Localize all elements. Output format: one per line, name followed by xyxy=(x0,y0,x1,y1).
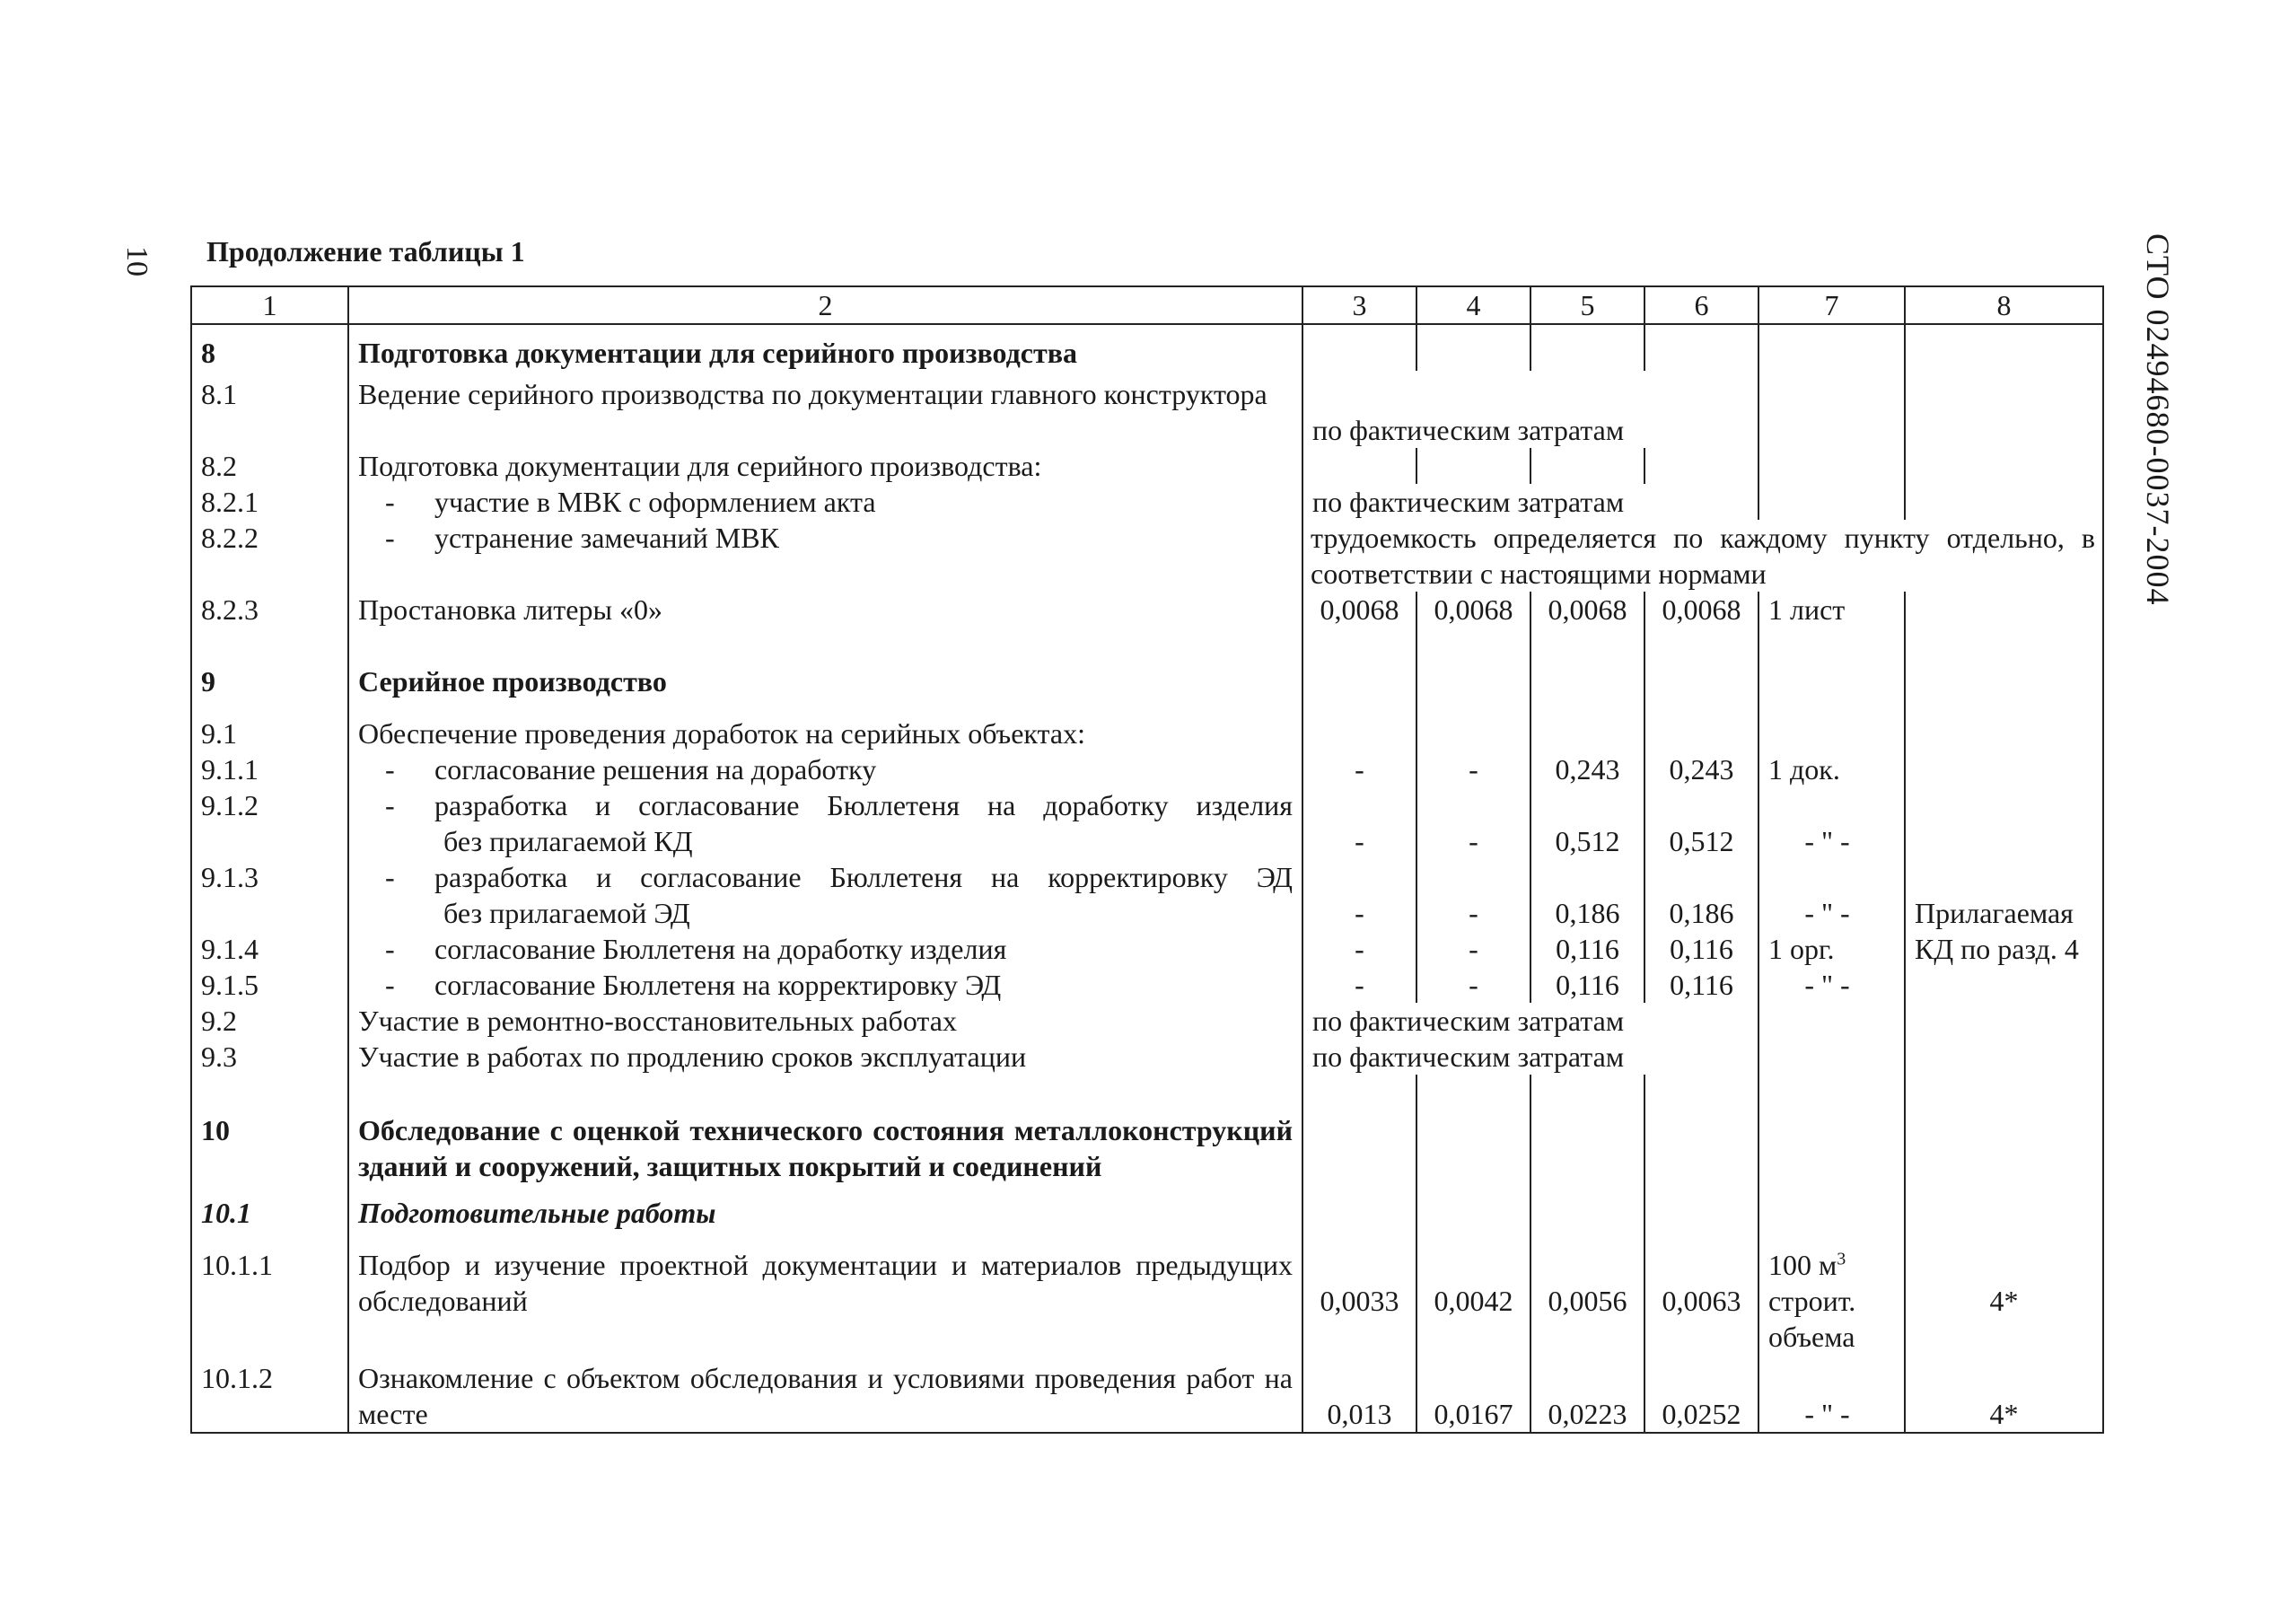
row-text: Ведение серийного производства по документации главного конструктора xyxy=(348,371,1302,448)
value-col-3: - xyxy=(1302,787,1416,859)
value-col-6: 0,186 xyxy=(1644,859,1758,931)
row-text-content: устранение замечаний МВК xyxy=(434,522,779,554)
row-text-line-1: разработка и согласование Бюллетеня на доработку изделия xyxy=(434,789,1293,821)
span-value: по фактическим затратам xyxy=(1302,371,1758,448)
value-col-3: - xyxy=(1302,751,1416,787)
row-text: Серийное производство xyxy=(348,628,1302,699)
note: 4* xyxy=(1905,1355,2103,1433)
unit xyxy=(1758,1231,1905,1355)
row-text-line-2: без прилагаемой КД xyxy=(443,825,693,857)
unit: 1 док. xyxy=(1758,751,1905,787)
unit: - " - xyxy=(1758,1355,1905,1433)
row-code: 10.1 xyxy=(191,1184,348,1231)
table-row xyxy=(191,1003,2103,1039)
value-col-3: - xyxy=(1302,931,1416,967)
row-code: 10 xyxy=(191,1075,348,1184)
value-col-6: 0,512 xyxy=(1644,787,1758,859)
table-row xyxy=(191,324,2103,371)
unit-line-1-text: 100 м xyxy=(1768,1249,1837,1281)
row-text-content: участие в МВК с оформлением акта xyxy=(434,486,876,518)
row-code: 8.2 xyxy=(191,448,348,484)
row-code: 8.2.1 xyxy=(191,484,348,520)
header-row xyxy=(191,286,2103,324)
value-col-5: 0,116 xyxy=(1530,931,1644,967)
unit: - " - xyxy=(1758,967,1905,1003)
row-code: 8.2.2 xyxy=(191,520,348,592)
row-code: 9 xyxy=(191,628,348,699)
row-text: Обследование с оценкой технического состояния металлоконструкций зданий и сооружений, защитных покрытий и соединений xyxy=(348,1075,1302,1184)
value-col-4: 0,0042 xyxy=(1416,1231,1530,1355)
value-col-6: 0,0252 xyxy=(1644,1355,1758,1433)
unit: 1 лист xyxy=(1758,592,1905,628)
row-text xyxy=(348,751,1302,787)
value-col-6: 0,243 xyxy=(1644,751,1758,787)
header-col-3: 3 xyxy=(1302,286,1416,324)
value-col-5: 0,186 xyxy=(1530,859,1644,931)
row-text-line-2: без прилагаемой ЭД xyxy=(443,897,690,929)
value-col-5: 0,0223 xyxy=(1530,1355,1644,1433)
unit: - " - xyxy=(1758,787,1905,859)
value-col-3: - xyxy=(1302,859,1416,931)
row-code: 8.2.3 xyxy=(191,592,348,628)
table-row xyxy=(191,448,2103,484)
header-col-6: 6 xyxy=(1644,286,1758,324)
header-col-5: 5 xyxy=(1530,286,1644,324)
value-col-4: - xyxy=(1416,967,1530,1003)
table-row xyxy=(191,520,2103,592)
row-text: Обеспечение проведения доработок на серийных объектах: xyxy=(348,699,1302,751)
value-col-4: - xyxy=(1416,751,1530,787)
value-col-4: - xyxy=(1416,787,1530,859)
row-code: 8 xyxy=(191,324,348,371)
header-col-7: 7 xyxy=(1758,286,1905,324)
row-code: 10.1.1 xyxy=(191,1231,348,1355)
row-text: Участие в ремонтно-восстановительных работах xyxy=(348,1003,1302,1039)
list-dash: - xyxy=(385,753,395,786)
row-text: Участие в работах по продлению сроков эксплуатации xyxy=(348,1039,1302,1075)
span-value: по фактическим затратам xyxy=(1302,1039,1758,1075)
value-col-3: - xyxy=(1302,967,1416,1003)
row-code: 9.1.2 xyxy=(191,787,348,859)
document-code: СТО 02494680-0037-2004 xyxy=(2140,233,2176,606)
row-text: Подготовка документации для серийного производства: xyxy=(348,448,1302,484)
table-row xyxy=(191,1355,2103,1433)
value-col-5: 0,243 xyxy=(1530,751,1644,787)
table-row xyxy=(191,484,2103,520)
row-text: Подготовительные работы xyxy=(348,1184,1302,1231)
table-row xyxy=(191,628,2103,699)
table-row xyxy=(191,1075,2103,1184)
row-code: 9.1.4 xyxy=(191,931,348,967)
header-col-8: 8 xyxy=(1905,286,2103,324)
row-text: Подбор и изучение проектной документации и материалов предыдущих обследований xyxy=(348,1231,1302,1355)
list-dash: - xyxy=(385,522,395,554)
row-code: 10.1.2 xyxy=(191,1355,348,1433)
list-dash: - xyxy=(385,861,395,893)
table-row xyxy=(191,1039,2103,1075)
unit-line-1 xyxy=(1768,1247,1895,1283)
row-text-content: согласование Бюллетеня на доработку изделия xyxy=(434,933,1007,965)
value-col-6: 0,116 xyxy=(1644,931,1758,967)
header-col-4: 4 xyxy=(1416,286,1530,324)
row-code: 8.1 xyxy=(191,371,348,448)
row-text: Подготовка документации для серийного производства xyxy=(348,324,1302,371)
unit: - " - xyxy=(1758,859,1905,931)
table-row xyxy=(191,592,2103,628)
row-text xyxy=(348,520,1302,592)
unit-line-2: строит. xyxy=(1768,1285,1856,1317)
table-caption: Продолжение таблицы 1 xyxy=(206,235,525,268)
row-text xyxy=(348,484,1302,520)
value-col-5: 0,0056 xyxy=(1530,1231,1644,1355)
table-row xyxy=(191,1231,2103,1355)
span-value: по фактическим затратам xyxy=(1302,484,1758,520)
list-dash: - xyxy=(385,933,395,965)
row-text: Простановка литеры «0» xyxy=(348,592,1302,628)
table-row xyxy=(191,859,2103,931)
unit-superscript: 3 xyxy=(1837,1249,1846,1269)
page-number: 10 xyxy=(120,246,153,277)
row-code: 9.1.1 xyxy=(191,751,348,787)
value-col-6: 0,0068 xyxy=(1644,592,1758,628)
row-text-content: согласование Бюллетеня на корректировку ЭД xyxy=(434,969,1002,1001)
header-col-1: 1 xyxy=(191,286,348,324)
list-dash: - xyxy=(385,969,395,1001)
row-code: 9.3 xyxy=(191,1039,348,1075)
unit: 1 орг. xyxy=(1758,931,1905,967)
value-col-5: 0,0068 xyxy=(1530,592,1644,628)
row-text-content: согласование решения на доработку xyxy=(434,753,877,786)
row-text xyxy=(348,859,1302,931)
row-text: Ознакомление с объектом обследования и условиями проведения работ на месте xyxy=(348,1355,1302,1433)
value-col-4: 0,0068 xyxy=(1416,592,1530,628)
row-code: 9.1.3 xyxy=(191,859,348,931)
value-col-6: 0,0063 xyxy=(1644,1231,1758,1355)
value-col-4: 0,0167 xyxy=(1416,1355,1530,1433)
list-dash: - xyxy=(385,789,395,821)
value-col-3: 0,0033 xyxy=(1302,1231,1416,1355)
table-row xyxy=(191,371,2103,448)
table-row xyxy=(191,751,2103,787)
header-col-2: 2 xyxy=(348,286,1302,324)
span-value: по фактическим затратам xyxy=(1302,1003,1758,1039)
unit-line-3: объема xyxy=(1768,1321,1855,1353)
value-col-3: 0,013 xyxy=(1302,1355,1416,1433)
row-text-line-1: разработка и согласование Бюллетеня на корректировку ЭД xyxy=(434,861,1293,893)
table-row xyxy=(191,699,2103,751)
span-value: трудоемкость определяется по каждому пункту отдельно, в соответствии с настоящими нормами xyxy=(1302,520,2103,592)
list-dash: - xyxy=(385,486,395,518)
row-text xyxy=(348,787,1302,859)
row-text xyxy=(348,931,1302,967)
value-col-4: - xyxy=(1416,859,1530,931)
value-col-5: 0,512 xyxy=(1530,787,1644,859)
table-row xyxy=(191,787,2103,859)
value-col-5: 0,116 xyxy=(1530,967,1644,1003)
attached-docs-note-text: Прилагаемая КД по разд. 4 xyxy=(1915,897,2079,965)
row-code: 9.1 xyxy=(191,699,348,751)
value-col-3: 0,0068 xyxy=(1302,592,1416,628)
value-col-4: - xyxy=(1416,931,1530,967)
attached-docs-note xyxy=(1905,699,2103,967)
table-row xyxy=(191,1184,2103,1231)
note: 4* xyxy=(1905,1231,2103,1355)
row-code: 9.1.5 xyxy=(191,967,348,1003)
row-code: 9.2 xyxy=(191,1003,348,1039)
table-row xyxy=(191,931,2103,967)
row-text xyxy=(348,967,1302,1003)
table-row xyxy=(191,967,2103,1003)
value-col-6: 0,116 xyxy=(1644,967,1758,1003)
norms-table xyxy=(190,285,2104,1434)
